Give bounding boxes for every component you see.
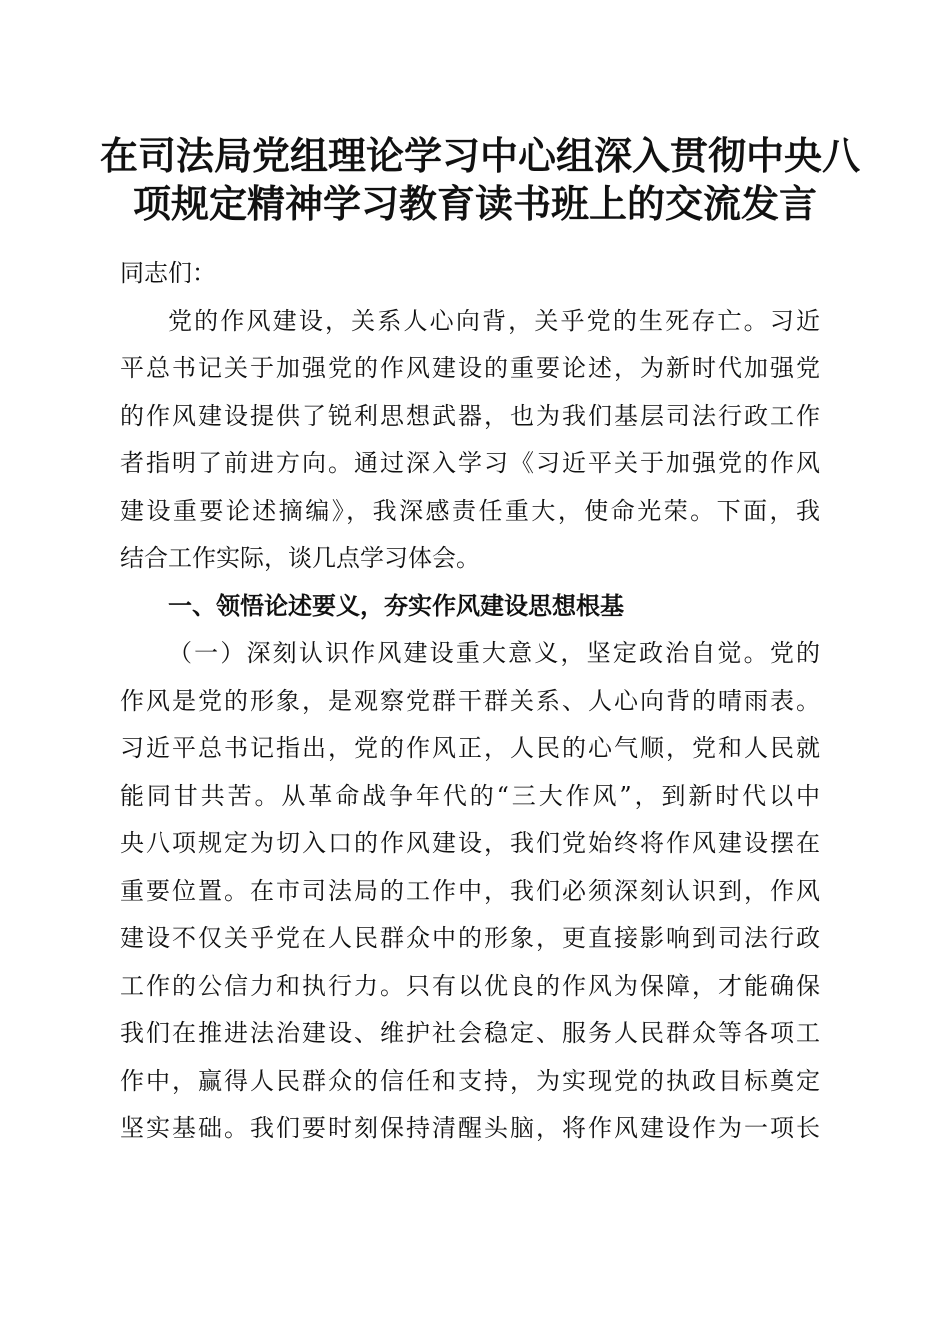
paragraph-2-line: 央八项规定为切入口的作风建设，我们党始终将作风建设摆在 — [120, 829, 820, 857]
paragraph-2 — [120, 630, 820, 1153]
paragraph-1-line: 结合工作实际，谈几点学习体会。 — [120, 544, 480, 572]
paragraph-1-line: 者指明了前进方向。通过深入学习《习近平关于加强党的作风 — [120, 449, 820, 477]
paragraph-2-line: 作风是党的形象，是观察党群干群关系、人心向背的晴雨表。 — [120, 686, 820, 715]
document-title — [100, 132, 861, 228]
paragraph-2-line: 能同甘共苦。从革命战争年代的“三大作风”，到新时代以中 — [120, 781, 820, 810]
paragraph-2-line: 作中，赢得人民群众的信任和支持，为实现党的执政目标奠定 — [120, 1066, 820, 1095]
title-line-2: 项规定精神学习教育读书班上的交流发言 — [132, 181, 817, 226]
paragraph-2-line: 我们在推进法治建设、维护社会稳定、服务人民群众等各项工 — [120, 1019, 820, 1047]
section-heading-1: 一、领悟论述要义，夯实作风建设思想根基 — [168, 591, 624, 620]
paragraph-2-line: （一）深刻认识作风建设重大意义，坚定政治自觉。党的 — [168, 639, 820, 667]
paragraph-2-line: 重要位置。在市司法局的工作中，我们必须深刻认识到，作风 — [120, 876, 820, 905]
paragraph-2-line: 坚实基础。我们要时刻保持清醒头脑，将作风建设作为一项长 — [120, 1114, 820, 1142]
paragraph-2-line: 工作的公信力和执行力。只有以优良的作风为保障，才能确保 — [120, 971, 820, 1000]
salutation: 同志们： — [120, 259, 216, 287]
paragraph-2-line: 建设不仅关乎党在人民群众中的形象，更直接影响到司法行政 — [120, 924, 820, 952]
document-body — [120, 250, 820, 1153]
paragraph-2-line: 习近平总书记指出，党的作风正，人民的心气顺，党和人民就 — [120, 734, 820, 762]
paragraph-1-line: 党的作风建设，关系人心向背，关乎党的生死存亡。习近 — [168, 306, 820, 335]
paragraph-1-line: 的作风建设提供了锐利思想武器，也为我们基层司法行政工作 — [120, 401, 820, 430]
paragraph-1 — [120, 298, 820, 583]
title-line-1: 在司法局党组理论学习中心组深入贯彻中央八 — [100, 133, 861, 178]
paragraph-1-line: 平总书记关于加强党的作风建设的重要论述，为新时代加强党 — [120, 354, 820, 382]
paragraph-1-line: 建设重要论述摘编》，我深感责任重大，使命光荣。下面，我 — [120, 496, 820, 525]
